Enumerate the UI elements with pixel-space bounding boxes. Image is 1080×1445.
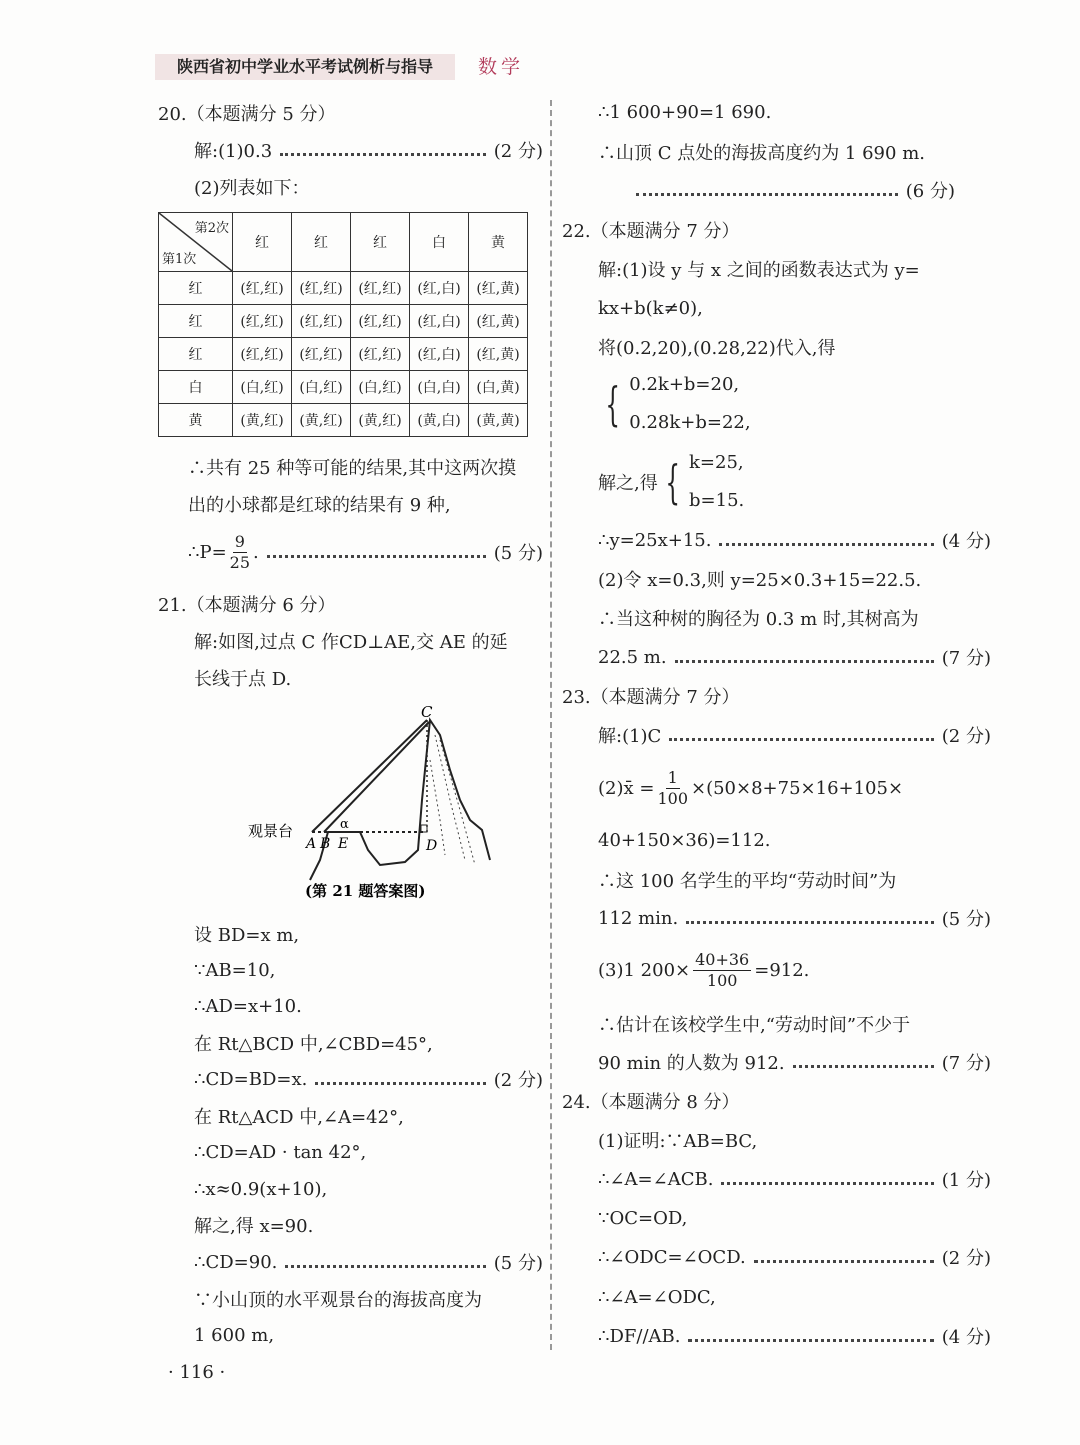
answer-line bbox=[562, 1047, 991, 1077]
line-text: 出的小球都是红球的结果有 9 种, bbox=[188, 495, 451, 516]
answer-line bbox=[562, 1164, 991, 1194]
label-platform: 观景台 bbox=[248, 822, 294, 840]
answer-line bbox=[562, 1009, 991, 1039]
column-header: 红 bbox=[292, 213, 351, 272]
table-cell: (黄,黄) bbox=[469, 404, 528, 437]
line-text: ∴CD=AD · tan 42°, bbox=[194, 1141, 367, 1163]
answer-line bbox=[562, 1203, 991, 1233]
heading-text: 21.（本题满分 6 分） bbox=[158, 595, 336, 616]
table-cell: (红,黄) bbox=[469, 305, 528, 338]
score: (5 分) bbox=[941, 909, 991, 930]
score: (4 分) bbox=[941, 1327, 991, 1348]
label-d: D bbox=[426, 838, 438, 854]
column-header: 红 bbox=[233, 213, 292, 272]
score: (1 分) bbox=[941, 1170, 991, 1191]
dot-leader bbox=[636, 193, 898, 196]
line-text: ∵AB=10, bbox=[194, 959, 276, 981]
answer-line bbox=[158, 1064, 543, 1094]
table-cell: (红,红) bbox=[233, 272, 292, 305]
dot-leader bbox=[315, 1082, 485, 1085]
line-text: (3)1 200× bbox=[598, 959, 691, 981]
line-text: ∵小山顶的水平观景台的海拔高度为 bbox=[194, 1290, 482, 1311]
row-header: 红 bbox=[159, 338, 233, 371]
brace: { bbox=[665, 455, 680, 509]
answer-line bbox=[562, 903, 991, 933]
table-cell: (红,黄) bbox=[469, 272, 528, 305]
numerator: 1 bbox=[667, 767, 678, 787]
q23-heading bbox=[562, 681, 955, 711]
line-text: (2)令 x=0.3,则 y=25×0.3+15=22.5. bbox=[598, 570, 922, 591]
line-text: ∴这 100 名学生的平均“劳动时间”为 bbox=[598, 871, 897, 892]
page-number: · 116 · bbox=[168, 1362, 226, 1383]
brace: { bbox=[605, 377, 620, 431]
answer-line bbox=[188, 452, 573, 482]
answer-line bbox=[562, 137, 991, 167]
row-header: 白 bbox=[159, 371, 233, 404]
heading-text: 22.（本题满分 7 分） bbox=[562, 221, 740, 242]
subject-label: 数学 bbox=[478, 56, 525, 78]
corner-top-label: 第2次 bbox=[194, 221, 229, 236]
heading-text: 24.（本题满分 8 分） bbox=[562, 1092, 740, 1113]
score: (2 分) bbox=[941, 726, 991, 747]
table-cell: (红,红) bbox=[292, 338, 351, 371]
line-text: 长线于点 D. bbox=[194, 669, 292, 690]
q24-heading bbox=[562, 1086, 955, 1116]
mountain-diagram bbox=[240, 700, 500, 910]
line-text: (1)证明:∵AB=BC, bbox=[598, 1131, 758, 1152]
line-text: 解:如图,过点 C 作CD⊥AE,交 AE 的延 bbox=[194, 632, 508, 653]
line-text: 解之,得 bbox=[598, 473, 658, 494]
column-header: 黄 bbox=[469, 213, 528, 272]
fraction bbox=[230, 532, 250, 573]
dot-leader bbox=[675, 660, 934, 663]
line-text: ×(50×8+75×16+105× bbox=[691, 777, 904, 799]
table-cell: (黄,红) bbox=[351, 404, 410, 437]
line-text: (2)x̄ = bbox=[598, 777, 655, 799]
equation-system bbox=[562, 366, 991, 442]
corner-bottom-label: 第1次 bbox=[162, 252, 197, 267]
table-cell: (白,红) bbox=[233, 371, 292, 404]
heading-text: 23.（本题满分 7 分） bbox=[562, 687, 740, 708]
score: (2 分) bbox=[493, 141, 543, 162]
q22-heading bbox=[562, 215, 955, 245]
table-row bbox=[159, 371, 528, 404]
dot-leader bbox=[267, 555, 486, 558]
line-text: 解:(1)C bbox=[598, 726, 662, 747]
row-header: 黄 bbox=[159, 404, 233, 437]
line-text: ∵OC=OD, bbox=[598, 1207, 688, 1229]
answer-line bbox=[562, 825, 991, 855]
answer-line bbox=[188, 530, 543, 574]
table-cell: (红,黄) bbox=[469, 338, 528, 371]
answer-line bbox=[158, 955, 579, 985]
line-text: ∴x≈0.9(x+10), bbox=[194, 1178, 328, 1200]
answer-line bbox=[188, 489, 573, 519]
answer-line bbox=[158, 1247, 543, 1277]
table-cell: (红,红) bbox=[233, 305, 292, 338]
line-text: kx+b(k≠0), bbox=[598, 297, 703, 319]
dot-leader bbox=[669, 738, 933, 741]
fraction bbox=[657, 768, 688, 809]
line-text: 将(0.2,20),(0.28,22)代入,得 bbox=[598, 338, 836, 359]
score: (2 分) bbox=[941, 1248, 991, 1269]
dot-leader bbox=[686, 921, 934, 924]
line-text: ∴P= bbox=[188, 541, 227, 563]
answer-line bbox=[158, 1028, 579, 1058]
answer-line bbox=[562, 766, 991, 810]
line-text: 解:(1)0.3 bbox=[194, 141, 273, 162]
table-cell: (黄,白) bbox=[410, 404, 469, 437]
corner-cell bbox=[159, 213, 233, 272]
table-row bbox=[159, 338, 528, 371]
table-cell: (红,红) bbox=[351, 272, 410, 305]
label-b: B bbox=[320, 836, 331, 852]
dot-leader bbox=[285, 1265, 485, 1268]
answer-line bbox=[158, 1137, 579, 1167]
answer-line bbox=[562, 564, 991, 594]
table-cell: (红,白) bbox=[410, 338, 469, 371]
line-text: ∴∠A=∠ACB. bbox=[598, 1168, 714, 1190]
answer-line bbox=[562, 1125, 991, 1155]
answer-line bbox=[562, 1282, 991, 1312]
answer-line bbox=[158, 1174, 579, 1204]
line-text: 在 Rt△ACD 中,∠A=42°, bbox=[194, 1107, 404, 1128]
score: (6 分) bbox=[905, 181, 955, 202]
denominator: 100 bbox=[706, 970, 738, 990]
numerator: 9 bbox=[234, 531, 245, 551]
line-text: 1 600 m, bbox=[194, 1324, 275, 1346]
answer-line bbox=[158, 1101, 579, 1131]
table-cell: (红,红) bbox=[292, 272, 351, 305]
table-row bbox=[159, 404, 528, 437]
table-cell: (红,红) bbox=[233, 338, 292, 371]
score: (7 分) bbox=[941, 648, 991, 669]
equation: 0.28k+b=22, bbox=[629, 412, 751, 433]
table-row bbox=[159, 305, 528, 338]
column-header: 白 bbox=[410, 213, 469, 272]
line-text: ∴CD=BD=x. bbox=[194, 1068, 308, 1090]
table-cell: (白,白) bbox=[410, 371, 469, 404]
line-text: 40+150×36)=112. bbox=[598, 829, 771, 851]
answer-line bbox=[158, 1284, 579, 1314]
score: (2 分) bbox=[493, 1070, 543, 1091]
table-cell: (红,红) bbox=[292, 305, 351, 338]
line-text: ∴估计在该校学生中,“劳动时间”不少于 bbox=[598, 1015, 911, 1036]
answer-line bbox=[158, 135, 543, 165]
fraction bbox=[693, 950, 751, 991]
dot-leader bbox=[754, 1260, 934, 1263]
label-alpha: α bbox=[340, 817, 349, 832]
table-cell: (红,白) bbox=[410, 305, 469, 338]
answer-line bbox=[158, 1320, 579, 1350]
score: (7 分) bbox=[941, 1053, 991, 1074]
table-cell: (白,黄) bbox=[469, 371, 528, 404]
answer-line bbox=[562, 293, 991, 323]
line-text: . bbox=[253, 541, 259, 563]
column-header: 红 bbox=[351, 213, 410, 272]
line-text: 112 min. bbox=[598, 907, 679, 929]
line-text: 90 min 的人数为 912. bbox=[598, 1053, 785, 1074]
numerator: 40+36 bbox=[695, 949, 750, 969]
line-text: ∴1 600+90=1 690. bbox=[598, 101, 772, 123]
dot-leader bbox=[719, 543, 933, 546]
answer-line bbox=[628, 175, 955, 205]
table-header-row bbox=[159, 213, 528, 272]
answer-line bbox=[158, 1210, 579, 1240]
line-text: ∴∠A=∠ODC, bbox=[598, 1286, 716, 1308]
line-text: (2)列表如下： bbox=[194, 178, 310, 199]
book-title: 陕西省初中学业水平考试例析与指导 bbox=[155, 54, 455, 80]
outcome-table bbox=[158, 212, 528, 437]
answer-line bbox=[158, 172, 579, 202]
heading-text: 20.（本题满分 5 分） bbox=[158, 104, 336, 125]
dot-leader bbox=[721, 1182, 933, 1185]
label-e: E bbox=[338, 836, 349, 852]
table-cell: (白,红) bbox=[292, 371, 351, 404]
table-row bbox=[159, 272, 528, 305]
answer-line bbox=[158, 919, 579, 949]
q20-heading bbox=[158, 98, 543, 128]
row-header: 红 bbox=[159, 272, 233, 305]
answer-line bbox=[562, 254, 991, 284]
line-text: 在 Rt△BCD 中,∠CBD=45°, bbox=[194, 1034, 433, 1055]
line-text: ∴当这种树的胸径为 0.3 m 时,其树高为 bbox=[598, 609, 919, 630]
table-cell: (黄,红) bbox=[233, 404, 292, 437]
answer-line bbox=[562, 948, 991, 992]
line-text: 22.5 m. bbox=[598, 646, 667, 668]
answer-line bbox=[562, 332, 991, 362]
line-text: 设 BD=x m, bbox=[194, 925, 300, 946]
q21-heading bbox=[158, 589, 543, 619]
line-text: 解之,得 x=90. bbox=[194, 1216, 314, 1237]
answer-line bbox=[158, 626, 579, 656]
answer-line bbox=[562, 603, 991, 633]
score: (4 分) bbox=[941, 531, 991, 552]
line-text: ∴CD=90. bbox=[194, 1251, 278, 1273]
equation: k=25, bbox=[689, 452, 744, 473]
score: (5 分) bbox=[493, 543, 543, 564]
line-text: ∴y=25x+15. bbox=[598, 529, 712, 551]
table-cell: (黄,红) bbox=[292, 404, 351, 437]
score: (5 分) bbox=[493, 1253, 543, 1274]
line-text: ∴∠ODC=∠OCD. bbox=[598, 1246, 746, 1268]
table-cell: (红,红) bbox=[351, 338, 410, 371]
answer-line bbox=[562, 1242, 991, 1272]
answer-line bbox=[562, 1321, 991, 1351]
line-text: 解:(1)设 y 与 x 之间的函数表达式为 y= bbox=[598, 260, 920, 281]
answer-line bbox=[158, 991, 579, 1021]
line-text: ∴共有 25 种等可能的结果,其中这两次摸 bbox=[188, 458, 517, 479]
answer-line bbox=[562, 642, 991, 672]
answer-line bbox=[158, 663, 579, 693]
answer-line bbox=[562, 865, 991, 895]
solution-system bbox=[562, 444, 991, 520]
figure-caption: (第 21 题答案图) bbox=[305, 882, 426, 900]
line-text: ∴DF//AB. bbox=[598, 1325, 681, 1347]
table-cell: (白,红) bbox=[351, 371, 410, 404]
answer-line bbox=[562, 525, 991, 555]
dot-leader bbox=[793, 1065, 934, 1068]
dot-leader bbox=[688, 1339, 933, 1342]
denominator: 25 bbox=[229, 552, 251, 572]
answer-line bbox=[562, 97, 991, 127]
equation: b=15. bbox=[689, 490, 745, 511]
line-text: =912. bbox=[754, 959, 810, 981]
table-cell: (红,红) bbox=[351, 305, 410, 338]
equation: 0.2k+b=20, bbox=[629, 374, 740, 395]
table-cell: (红,白) bbox=[410, 272, 469, 305]
denominator: 100 bbox=[657, 788, 688, 808]
line-text: ∴山顶 C 点处的海拔高度约为 1 690 m. bbox=[598, 143, 925, 164]
dot-leader bbox=[280, 153, 486, 156]
answer-line bbox=[562, 720, 991, 750]
row-header: 红 bbox=[159, 305, 233, 338]
label-c: C bbox=[421, 703, 433, 721]
line-text: ∴AD=x+10. bbox=[194, 995, 302, 1017]
label-a: A bbox=[306, 836, 317, 852]
